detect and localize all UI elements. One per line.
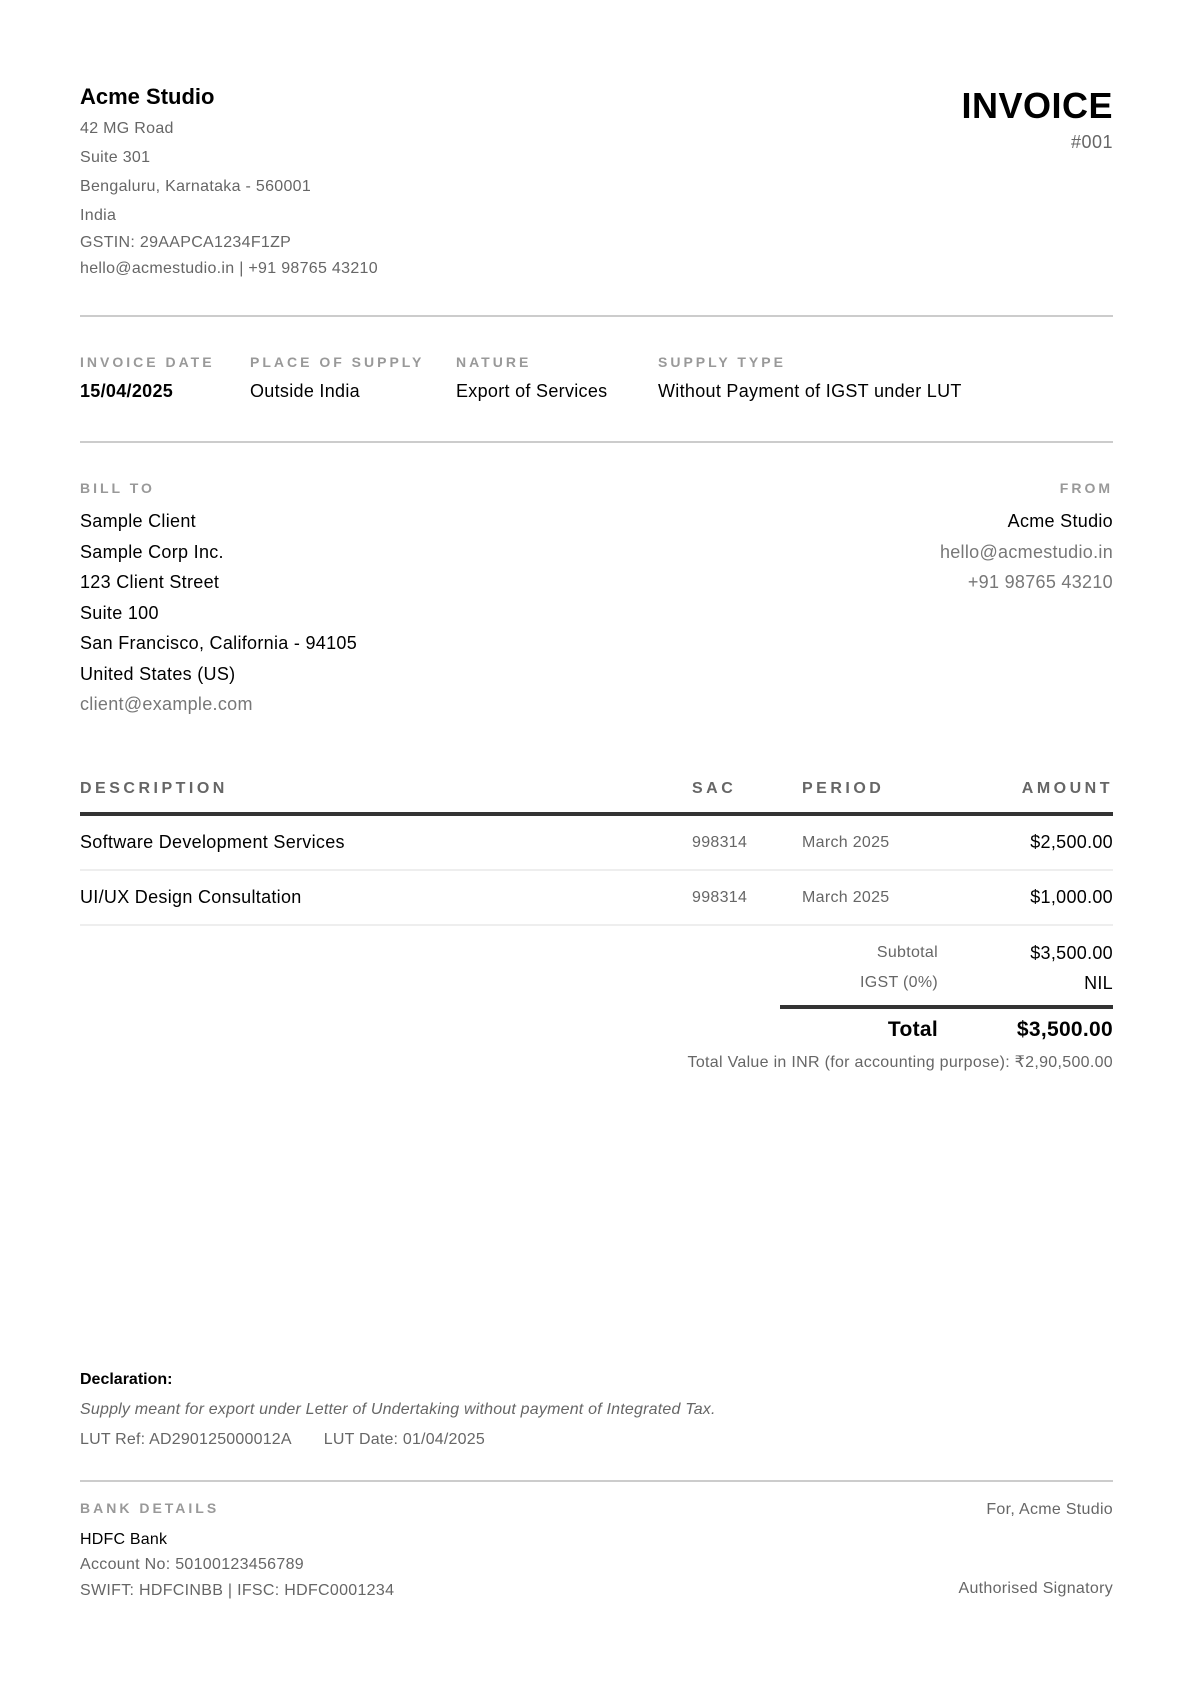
- lut-date: LUT Date: 01/04/2025: [323, 1431, 485, 1448]
- bill-to-line: United States (US): [80, 663, 236, 684]
- totals-divider: [780, 1005, 1113, 1009]
- totals-section: [613, 938, 1113, 1071]
- seller-address-line: 42 MG Road: [80, 120, 174, 137]
- seller-address-line: Bengaluru, Karnataka - 560001: [80, 178, 312, 195]
- bank-name: HDFC Bank: [80, 1531, 168, 1548]
- meta-value: Export of Services: [456, 381, 608, 401]
- col-header-period: PERIOD: [802, 780, 885, 797]
- signature-block: [958, 1500, 1113, 1599]
- divider: [80, 441, 1113, 443]
- item-amount: $2,500.00: [1030, 832, 1113, 852]
- meta-label: NATURE: [456, 354, 532, 370]
- invoice-title: INVOICE: [961, 85, 1113, 126]
- bill-to-line: Sample Corp Inc.: [80, 541, 224, 562]
- item-description: UI/UX Design Consultation: [80, 887, 302, 907]
- footer-section: [80, 1500, 1113, 1604]
- from-label: FROM: [1059, 480, 1113, 496]
- item-period: March 2025: [802, 833, 890, 851]
- from-email: hello@acmestudio.in: [939, 541, 1113, 562]
- meta-label: INVOICE DATE: [80, 354, 215, 370]
- bank-codes: SWIFT: HDFCINBB | IFSC: HDFC0001234: [80, 1582, 395, 1599]
- tax-label: IGST (0%): [860, 974, 938, 991]
- from-block: [940, 480, 1113, 598]
- total-label: Total: [887, 1018, 938, 1041]
- bill-to-line: San Francisco, California - 94105: [80, 633, 358, 653]
- seller-address-line: Suite 301: [80, 149, 151, 166]
- subtotal-row: [613, 938, 1113, 968]
- table-row: [80, 871, 1113, 926]
- meta-supply-type: [658, 354, 962, 402]
- item-amount: $1,000.00: [1030, 887, 1113, 907]
- declaration-text: Supply meant for export under Letter of Undertaking without payment of Integrated Tax.: [80, 1401, 716, 1418]
- invoice-page: [80, 0, 1113, 1684]
- invoice-number: #001: [1070, 132, 1113, 152]
- seller-contact: hello@acmestudio.in | +91 98765 43210: [80, 260, 378, 277]
- signature-for: For, Acme Studio: [986, 1501, 1113, 1518]
- total-value: $3,500.00: [1016, 1018, 1113, 1041]
- item-description: Software Development Services: [80, 832, 345, 852]
- lut-ref: LUT Ref: AD290125000012A: [80, 1431, 292, 1448]
- col-header-amount: AMOUNT: [1021, 780, 1113, 797]
- meta-nature: [456, 354, 658, 402]
- meta-label: PLACE OF SUPPLY: [250, 354, 425, 370]
- col-header-sac: SAC: [692, 780, 737, 797]
- meta-value: Outside India: [250, 381, 360, 401]
- meta-place-of-supply: [250, 354, 456, 402]
- total-row: [888, 1018, 1113, 1042]
- seller-gstin: GSTIN: 29AAPCA1234F1ZP: [80, 234, 292, 251]
- from-phone: +91 98765 43210: [967, 572, 1113, 592]
- bill-to-line: Sample Client: [80, 511, 196, 531]
- declaration-section: [80, 1370, 716, 1450]
- table-row: [80, 816, 1113, 871]
- bill-to-label: BILL TO: [80, 480, 155, 496]
- bill-to-line: Suite 100: [80, 602, 159, 623]
- meta-label: SUPPLY TYPE: [658, 354, 786, 370]
- bill-to-email: client@example.com: [80, 694, 253, 714]
- seller-block: [80, 84, 1113, 282]
- seller-address-line: India: [80, 207, 117, 224]
- bank-label: BANK DETAILS: [80, 1500, 220, 1516]
- table-header: [80, 780, 1113, 816]
- invoice-title-block: [961, 84, 1113, 153]
- item-sac: 998314: [692, 888, 748, 906]
- col-header-description: DESCRIPTION: [80, 780, 228, 797]
- bank-account: Account No: 50100123456789: [80, 1556, 304, 1573]
- tax-value: NIL: [1084, 972, 1113, 993]
- subtotal-value: $3,500.00: [1030, 942, 1113, 963]
- from-name: Acme Studio: [1007, 511, 1113, 531]
- item-sac: 998314: [692, 833, 748, 851]
- authorised-signatory: Authorised Signatory: [958, 1580, 1113, 1597]
- seller-name: Acme Studio: [80, 84, 215, 109]
- lut-details: [80, 1430, 716, 1450]
- line-items-table: [80, 780, 1113, 926]
- declaration-title: Declaration:: [80, 1371, 173, 1388]
- invoice-meta: [80, 354, 962, 402]
- bill-to-line: 123 Client Street: [80, 572, 220, 592]
- meta-value: 15/04/2025: [80, 381, 174, 401]
- inr-total-note: Total Value in INR (for accounting purpose): ₹2,90,500.00: [687, 1054, 1113, 1071]
- tax-row: [613, 968, 1113, 998]
- subtotal-label: Subtotal: [876, 944, 938, 961]
- item-period: March 2025: [802, 888, 890, 906]
- meta-value: Without Payment of IGST under LUT: [658, 381, 962, 401]
- invoice-header: [80, 84, 1113, 284]
- bill-to-block: [80, 480, 357, 720]
- divider: [80, 1480, 1113, 1482]
- meta-invoice-date: [80, 354, 250, 402]
- divider: [80, 315, 1113, 317]
